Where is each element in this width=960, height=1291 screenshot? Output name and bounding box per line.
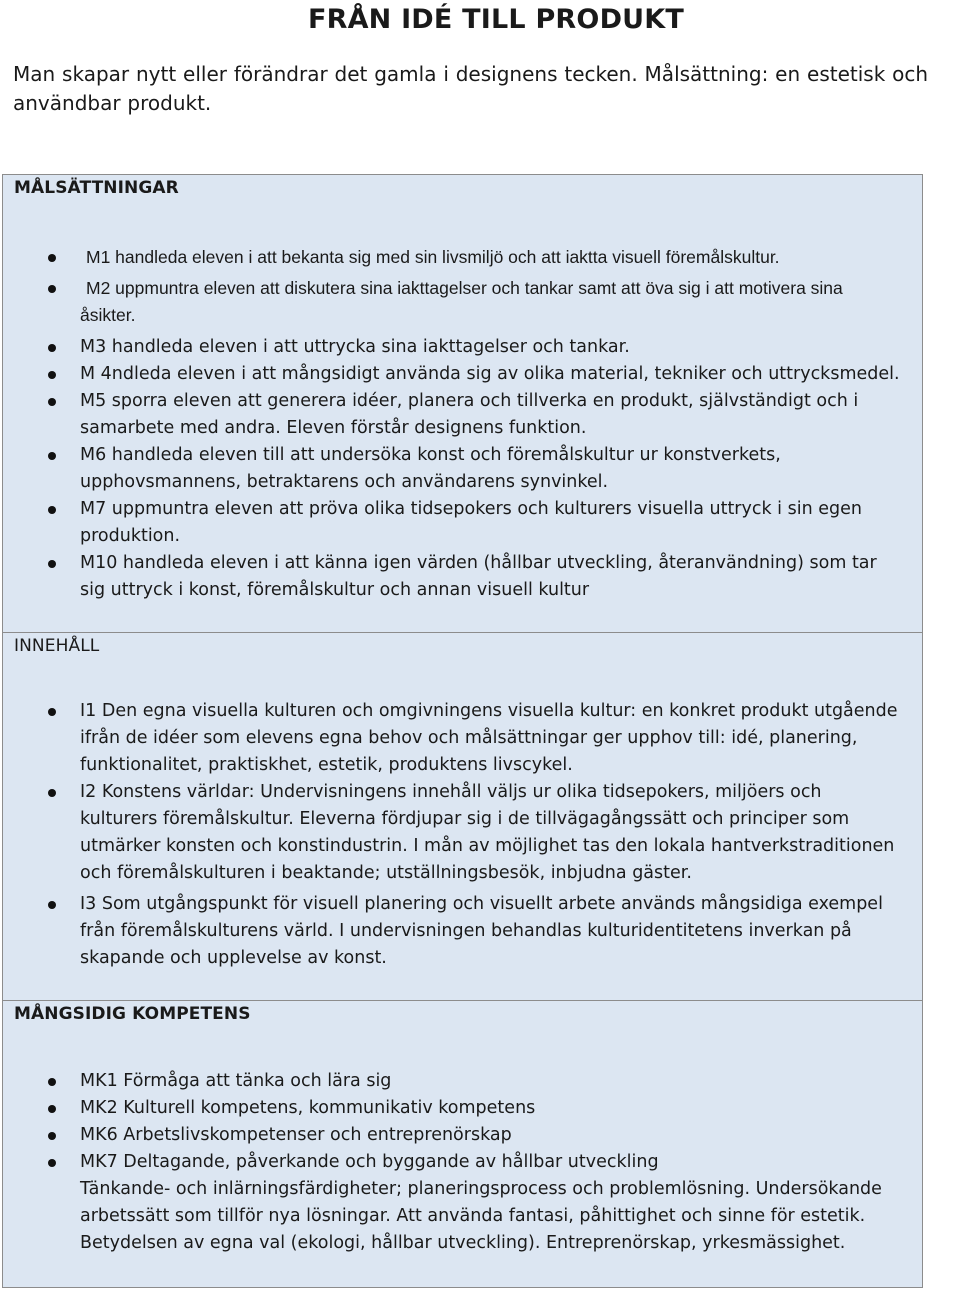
- goal-item: M7 uppmuntra eleven att pröva olika tidsepokers och kulturers visuella uttryck i sin egen produktion.: [3, 496, 903, 550]
- competence-item: MK2 Kulturell kompetens, kommunikativ kompetens: [3, 1095, 903, 1122]
- goal-item-text: M2 uppmuntra eleven att diskutera sina iakttagelser och tankar samt att öva sig i att motivera sina åsikter.: [80, 278, 843, 325]
- section-title-innehall: INNEHÅLL: [14, 636, 100, 656]
- competence-item: MK6 Arbetslivskompetenser och entreprenörskap: [3, 1122, 903, 1149]
- competence-note: Tänkande- och inlärningsfärdigheter; planeringsprocess och problemlösning. Undersökande arbetssätt som tillför nya lösningar. Att använda fantasi, påhittighet och sinne för estetik. Betydelsen av egna val (ekologi, hållbar utveckling). Entreprenörskap, yrkesmässighet.: [80, 1179, 882, 1253]
- goal-item: M3 handleda eleven i att uttrycka sina iakttagelser och tankar.: [3, 334, 903, 361]
- content-item: I2 Konstens världar: Undervisningens innehåll väljs ur olika tidsepokers, miljöers och kulturers föremålskultur. Eleverna fördjupar sig i de tillvägagångssätt och principer som utmärker konsten och konstindustrin. I mån av möjlighet tas den lokala hantverkstraditionen och föremålskulturen i beaktande; utställningsbesök, inbjudna gäster.: [3, 779, 903, 887]
- competence-item: MK1 Förmåga att tänka och lära sig: [3, 1068, 903, 1095]
- section-innehall: [2, 632, 923, 1001]
- content-item: I1 Den egna visuella kulturen och omgivningens visuella kultur: en konkret produkt utgående ifrån de idéer som elevens egna behov och målsättningar ger upphov till: idé, planering, funktionalitet, praktiskhet, estetik, produktens livscykel.: [3, 698, 903, 779]
- goal-item: M5 sporra eleven att generera idéer, planera och tillverka en produkt, självständigt och i samarbete med andra. Eleven förstår designens funktion.: [3, 388, 903, 442]
- competence-item: MK7 Deltagande, påverkande och byggande av hållbar utveckling: [3, 1149, 903, 1176]
- section-kompetens: [2, 1000, 923, 1288]
- goal-item: M6 handleda eleven till att undersöka konst och föremålskultur ur konstverkets, upphovsmannens, betraktarens och användarens synvinkel.: [3, 442, 903, 496]
- intro-text: Man skapar nytt eller förändrar det gamla i designens tecken. Målsättning: en estetisk och användbar produkt.: [13, 62, 929, 115]
- goal-item: M1 handleda eleven i att bekanta sig med sin livsmiljö och att iaktta visuell föremålskultur.: [3, 244, 903, 271]
- document-title: FRÅN IDÉ TILL PRODUKT: [307, 4, 685, 35]
- content-list: [3, 698, 903, 972]
- content-item: I3 Som utgångspunkt för visuell planering och visuellt arbete används mångsidiga exempel från föremålskulturens värld. I undervisningen behandlas kulturidentitetens inverkan på skapande och upplevelse av konst.: [3, 891, 903, 972]
- goals-list: [3, 244, 903, 604]
- competence-list: [3, 1068, 903, 1257]
- goal-item: M 4ndleda eleven i att mångsidigt använda sig av olika material, tekniker och uttrycksmedel.: [3, 361, 903, 388]
- goal-item: [3, 275, 903, 329]
- section-malsattningar: [2, 174, 923, 633]
- goal-item: M10 handleda eleven i att känna igen värden (hållbar utveckling, återanvändning) som tar sig uttryck i konst, föremålskultur och annan visuell kultur: [3, 550, 903, 604]
- section-title-malsattningar: MÅLSÄTTNINGAR: [14, 178, 179, 198]
- section-title-kompetens: MÅNGSIDIG KOMPETENS: [14, 1004, 251, 1024]
